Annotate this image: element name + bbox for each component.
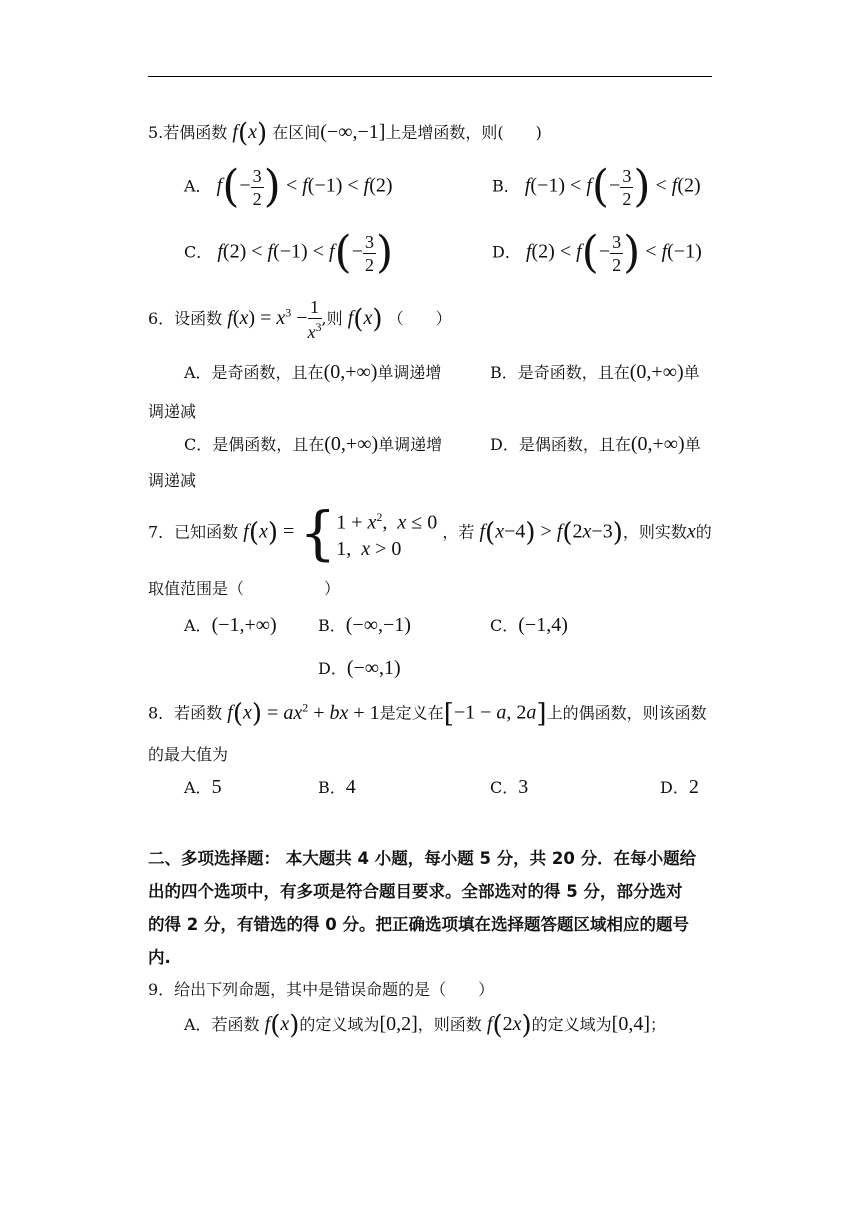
q6-option-b-wrap: 调递减 [148,402,197,421]
section2-line2: 出的四个选项中，有多项是符合题目要求。全部选对的得 5 分，部分选对 [148,882,683,901]
q7-option-d[interactable]: D．(−∞,1) [318,657,401,679]
q7-option-c[interactable]: C．(−1,4) [490,614,568,636]
q5-option-c[interactable]: C． f(2) < f(−1) < f(− $\frac{3}{2}$ ) [184,227,394,278]
q8-stem-wrap: 的最大值为 [148,745,229,764]
header-rule [148,76,712,77]
q7-option-a[interactable]: A．(−1,+∞) [184,614,277,636]
q8-stem: 8．若函数 $f(x) = ax^2$ + bx + 1是定义在[−1 − a, 2a]上的偶函数，则该函数 [148,699,707,730]
q6-stem: 6．设函数 $f(x) = x^3$ − $\frac{1}{x^3}$ ,则 f(x) （ ） [148,297,452,342]
q6-option-a[interactable]: A．是奇函数，且在(0,+∞)单调递增 [184,361,442,383]
q6-option-b[interactable]: B．是奇函数，且在(0,+∞)单 [490,361,700,383]
piecewise-cases: $1 + x^2$, x ≤ 0 1, x > 0 [336,510,438,560]
q9-domain-2: [0,4] [611,1013,650,1035]
q5-option-a[interactable]: A． f(− $\frac{3}{2}$ ) < f(−1) < f(2) [184,161,393,212]
q8-option-c[interactable]: C．3 [490,776,529,798]
q9-domain-1: [0,2] [379,1013,418,1035]
q6-option-d-wrap: 调递减 [148,471,197,490]
section2-line1: 二、多项选择题： 本大题共 4 小题，每小题 5 分，共 20 分．在每小题给 [148,849,697,868]
q5-stem: 5.若偶函数 f(x) 在区间(−∞,−1]上是增函数，则( ) [148,118,542,149]
q9-option-a[interactable]: A．若函数 f(x)的定义域为[0,2]，则函数 f(2x)的定义域为[0,4]； [184,1010,666,1041]
q5-option-d[interactable]: D． f(2) < f(− $\frac{3}{2}$ ) < f(−1) [492,227,702,278]
q8-option-d[interactable]: D．2 [660,776,699,798]
q7-stem-wrap: 取值范围是（ ） [148,579,341,598]
q5-interval: (−∞,−1] [320,121,386,143]
q7-option-b[interactable]: B．(−∞,−1) [318,614,411,636]
q8-option-b[interactable]: B．4 [318,776,356,798]
section2-line3: 的得 2 分，有错选的得 0 分。把正确选项填在选择题答题区域相应的题号 [148,915,689,934]
section2-line4: 内. [148,948,171,967]
q9-stem: 9．给出下列命题，其中是错误命题的是（ ） [148,980,495,999]
q6-option-d[interactable]: D．是偶函数，且在(0,+∞)单 [490,433,701,455]
q5-option-b[interactable]: B． f(−1) < f(− $\frac{3}{2}$ ) < f(2) [492,161,701,212]
q7-stem: 7．已知函数 $f(x) = \{1 + x^2$, x ≤ 0 1, x > 0 ，若 f(x−4) > f(2x−3)，则实数x的 [148,499,712,567]
q8-option-a[interactable]: A．5 [184,776,222,798]
q6-option-c[interactable]: C．是偶函数，且在(0,+∞)单调递增 [184,433,443,455]
